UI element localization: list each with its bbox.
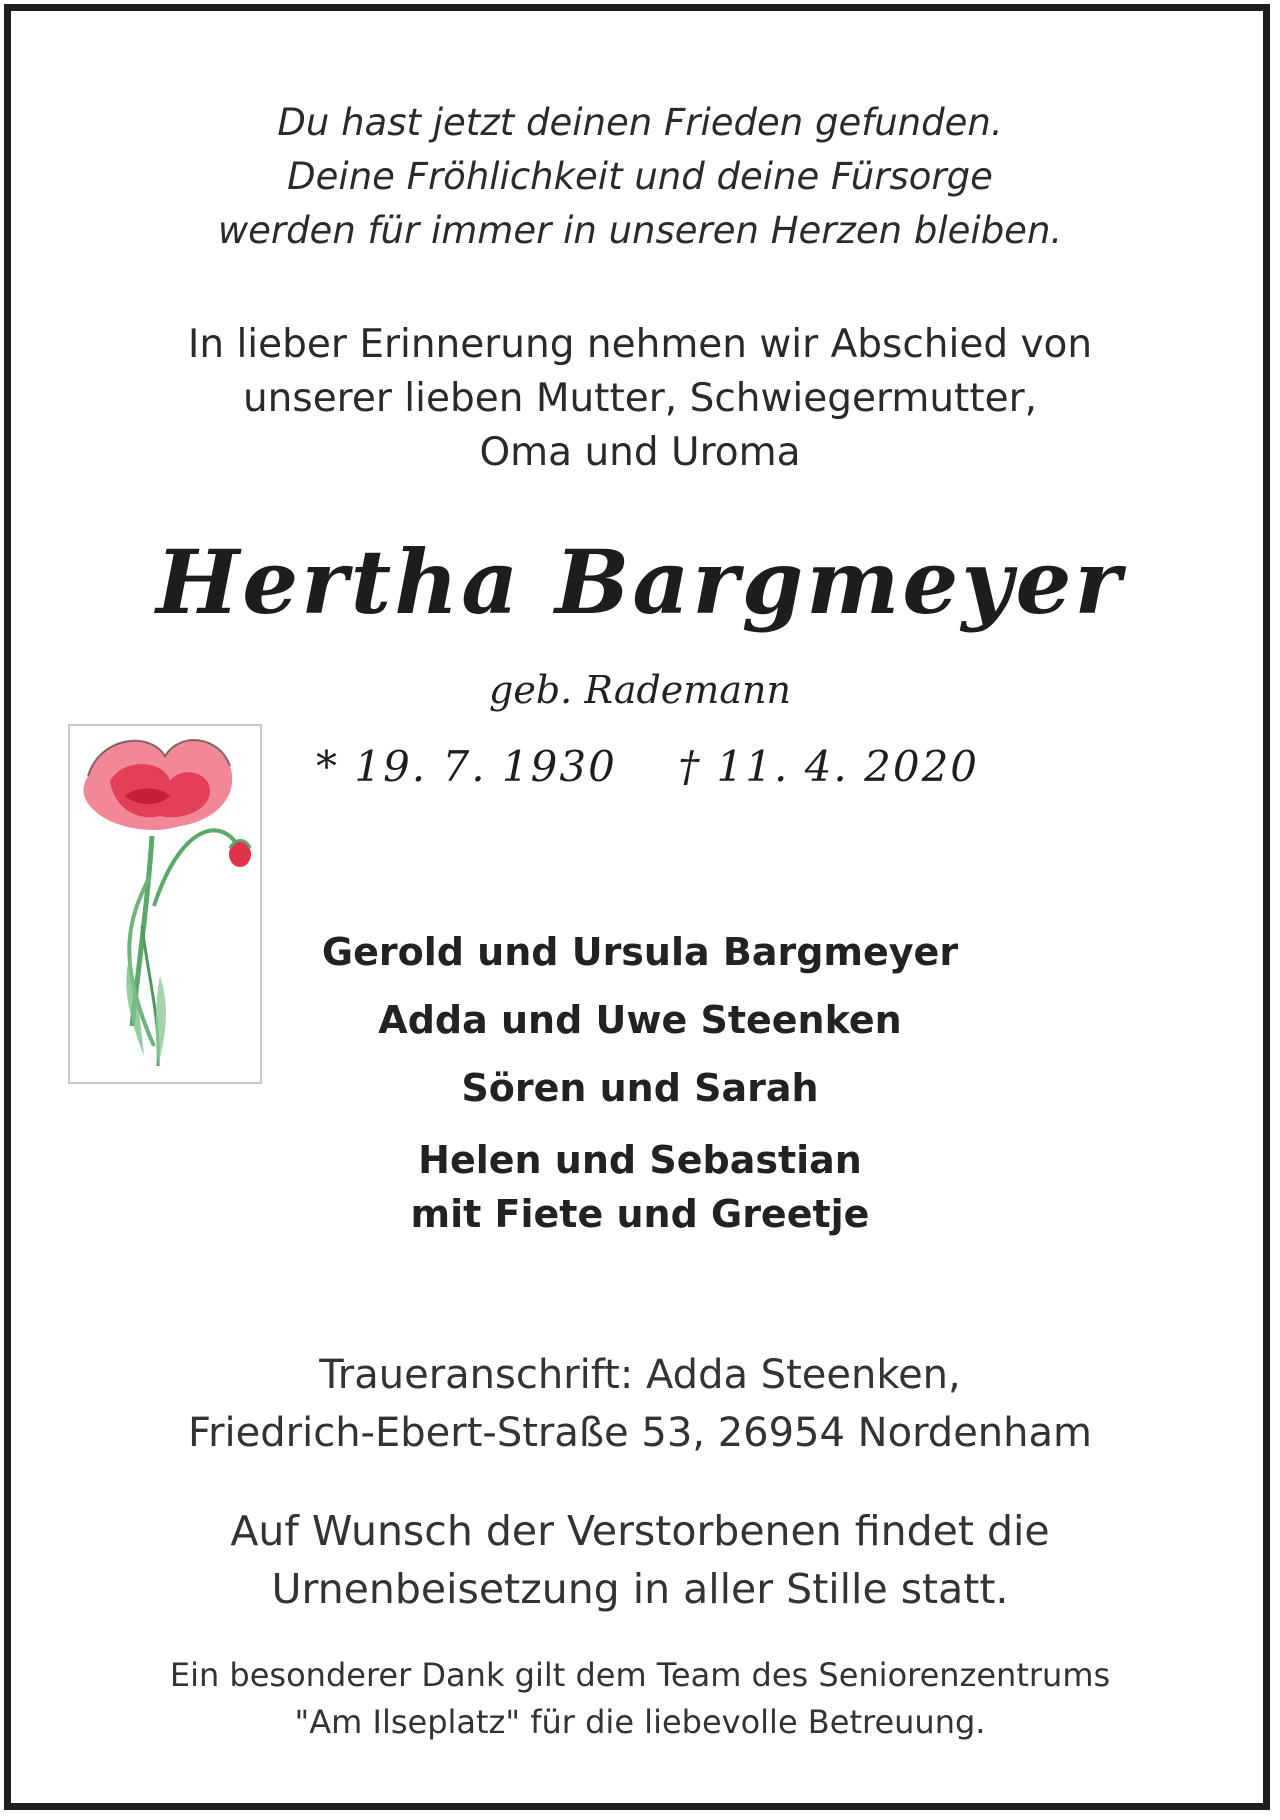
intro-line: In lieber Erinnerung nehmen wir Abschied von [187,322,1093,367]
address-line: Friedrich-Ebert-Straße 53, 26954 Nordenham [188,1410,1092,1456]
poem-line: Deine Fröhlichkeit und deine Fürsorge [287,155,993,198]
farewell-intro [0,318,1280,480]
poem-line: werden für immer in unseren Herzen bleiben. [217,209,1063,252]
mourner-entry: Helen und Sebastian [418,1138,862,1182]
mourner-entry: Adda und Uwe Steenken [378,998,902,1042]
mourning-address [0,1346,1280,1462]
mourner-entry: Sören und Sarah [461,1066,819,1110]
life-dates: * 19. 7. 1930 † 11. 4. 2020 [316,742,980,791]
intro-line: unserer lieben Mutter, Schwiegermutter, [242,376,1038,421]
address-line: Traueranschrift: Adda Steenken, [319,1352,961,1398]
mourner-entry: mit Fiete und Greetje [410,1192,870,1236]
burial-notice [0,1502,1280,1618]
notice-line: Urnenbeisetzung in aller Stille statt. [271,1565,1009,1613]
deceased-name: Hertha Bargmeyer [156,530,1124,634]
intro-line: Oma und Uroma [479,430,801,475]
poem [0,96,1280,258]
poem-line: Du hast jetzt deinen Frieden gefunden. [277,101,1003,144]
maiden-name: geb. Rademann [489,668,791,712]
thanks-line: "Am Ilseplatz" für die liebevolle Betreuung. [294,1703,986,1741]
notice-line: Auf Wunsch der Verstorbenen findet die [230,1507,1050,1555]
mourner-entry: Gerold und Ursula Bargmeyer [321,930,959,974]
thanks-note [0,1652,1280,1746]
thanks-line: Ein besonderer Dank gilt dem Team des Seniorenzentrums [169,1656,1111,1694]
